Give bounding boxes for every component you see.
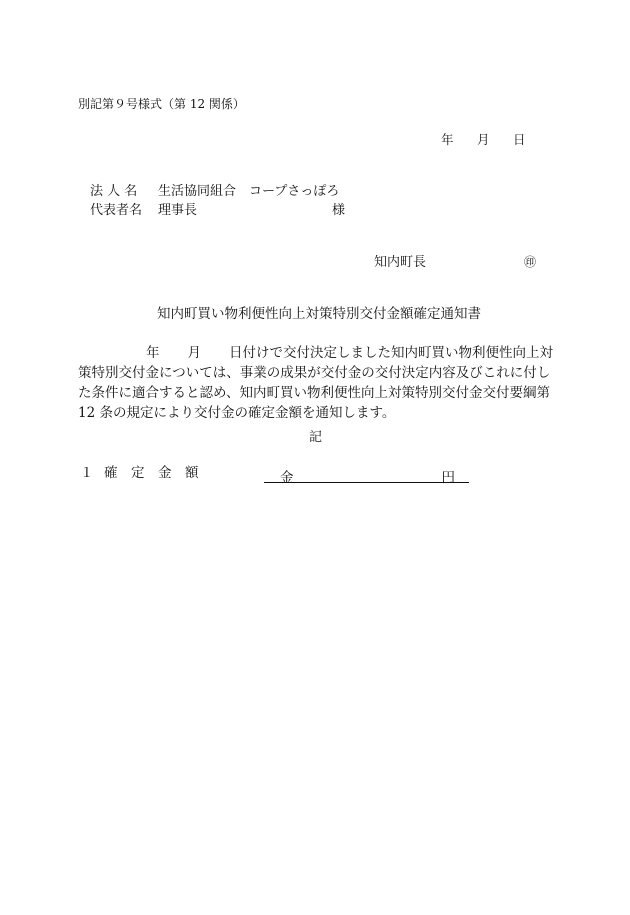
form-number: 別記第９号様式（第 12 関係） [78,97,245,111]
amount-field [264,466,469,486]
body-paragraph [78,343,576,423]
honorific: 様 [332,203,346,218]
list-item [80,467,267,481]
amount-prefix: 金 [280,470,294,486]
date-day: 日 [513,132,526,147]
seal-mark: ㊞ [524,255,537,269]
corp-name: 生活協同組合 コープさっぽろ [158,184,340,199]
body-line-4: 12 条の規定により交付金の確定金額を通知します。 [78,405,396,421]
date-year: 年 [441,132,454,147]
corp-label: 法 人 名 [90,184,138,199]
rep-label: 代表者名 [90,203,143,218]
body-year: 年 [146,345,160,361]
document-title: 知内町買い物利便性向上対策特別交付金額確定通知書 [157,306,481,322]
body-month: 月 [187,345,201,361]
sender-title: 知内町長 [374,255,427,270]
body-line-1 [78,343,576,363]
addressee-corp-row [90,185,339,198]
date-month: 月 [477,132,490,147]
body-line-3: た条件に適合すると認め、知内町買い物利便性向上対策特別交付金交付要綱第 [78,385,550,401]
ki-heading: 記 [309,430,323,445]
date-line [441,134,526,147]
rep-title: 理事長 [158,203,198,218]
item-label: 確 定 金 額 [104,465,199,481]
addressee-rep-row [90,204,197,217]
item-number: １ [80,465,94,481]
body-line-2: 策特別交付金については、事業の成果が交付金の交付決定内容及びこれに付し [78,365,551,381]
body-line-1-rest: 日付けで交付決定しました知内町買い物利便性向上対 [229,345,553,361]
amount-suffix: 円 [441,470,455,486]
